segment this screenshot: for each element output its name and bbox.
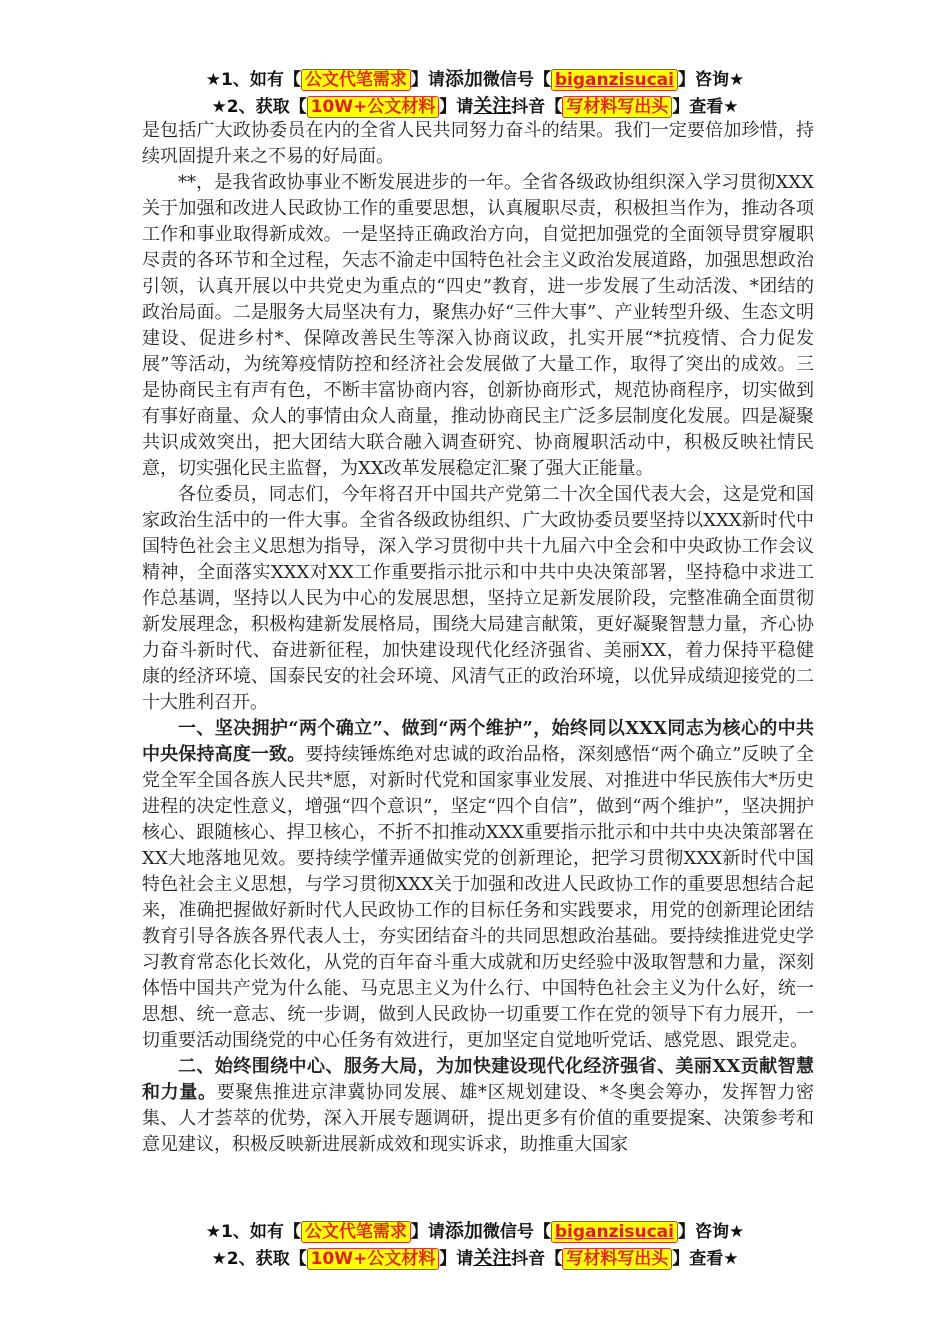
paragraph xyxy=(142,716,814,1054)
promo-text: 】查看★ xyxy=(672,97,739,117)
highlight-label: 公文代笔需求 xyxy=(301,69,411,91)
promo-text: 】请 xyxy=(439,1249,474,1269)
emphasis-text: 添加 xyxy=(444,68,483,90)
promo-text: 】查看★ xyxy=(672,1249,739,1269)
paragraph: **，是我省政协事业不断发展进步的一年。全省各级政协组织深入学习贯彻XXX关于加强和改进人民政协工作的重要思想，认真履职尽责，积极担当作为，推动各项工作和事业取得新成效。一是坚持正确政治方向，自觉把加强党的全面领导贯穿履职尽责的各环节和全过程，矢志不渝走中国特色社会主义政治发展道路，加强思想政治引领，认真开展以中共党史为重点的“四史”教育，进一步发展了生动活泼、*团结的政治局面。二是服务大局坚决有力，聚焦办好“三件大事”、产业转型升级、生态文明建设、促进乡村*、保障改善民生等深入协商议政，扎实开展“*抗疫情、合力促发展”等活动，为统筹疫情防控和经济社会发展做了大量工作，取得了突出的成效。三是协商民主有声有色，不断丰富协商内容，创新协商形式，规范协商程序，切实做到有事好商量、众人的事情由众人商量，推动协商民主广泛多层制度化发展。四是凝聚共识成效突出，把大团结大联合融入调查研究、协商履职活动中，积极反映社情民意，切实强化民主监督，为XX改革发展稳定汇聚了强大正能量。 xyxy=(142,172,814,479)
promo-text: ★1、如有【 xyxy=(205,70,301,90)
promo-text: 抖音【 xyxy=(511,1249,563,1269)
section-body: 要聚焦推进京津冀协同发展、雄*区规划建设、*冬奥会筹办，发挥智力密集、人才荟萃的优势，深入开展专题调研，提出更多有价值的重要提案、决策参考和意见建议，积极反映新进展新成效和现实诉求，助推重大国家 xyxy=(142,1082,815,1155)
promo-text: ★2、获取【 xyxy=(211,97,307,117)
paragraph xyxy=(142,1054,814,1158)
promo-line-1 xyxy=(0,66,950,93)
highlight-label: 公文代笔需求 xyxy=(301,1221,411,1243)
promo-text: 微信号【 xyxy=(482,1222,551,1242)
emphasis-text: 关注 xyxy=(473,1247,512,1269)
wechat-id-label: biganzisucai xyxy=(551,1221,678,1243)
section-heading-1: 一、坚决拥护“两个确立”、做到“两个维护”，始终同以XXX同志为核心的中共中央保持高度一致。 xyxy=(142,718,814,765)
section-heading-2: 二、始终围绕中心、服务大局，为加快建设现代化经济强省、美丽XX贡献智慧和力量。 xyxy=(142,1056,814,1103)
section-body: 要持续锤炼绝对忠诚的政治品格，深刻感悟“两个确立”反映了全党全军全国各族人民共*愿，对新时代党和国家事业发展、对推进中华民族伟大*历史进程的决定性意义，增强“四个意识”，坚定“四个自信”，做到“两个维护”，坚决拥护核心、跟随核心、捍卫核心，不折不扣推动XXX重要指示批示和中共中央决策部署在XX大地落地见效。要持续学懂弄通做实党的创新理论，把学习贯彻XXX新时代中国特色社会主义思想，与学习贯彻XXX关于加强和改进人民政协工作的重要思想结合起来，准确把握做好新时代人民政协工作的目标任务和实践要求，用党的创新理论团结教育引导各族各界代表人士，夯实团结奋斗的共同思想政治基础。要持续推进党史学习教育常态化长效化，从党的百年奋斗重大成就和历史经验中汲取智慧和力量，深刻体悟中国共产党为什么能、马克思主义为什么行、中国特色社会主义为什么好，统一思想、统一意志、统一步调，做到人民政协一切重要工作在党的领导下有力展开，一切重要活动围绕党的中心任务有效进行，更加坚定自觉地听党话、感党恩、跟党走。 xyxy=(142,744,815,1051)
wechat-id-label: biganzisucai xyxy=(551,69,678,91)
promo-text: 】咨询★ xyxy=(677,1222,745,1242)
promo-line-1 xyxy=(0,1218,950,1245)
promo-text: 】请 xyxy=(439,97,474,117)
highlight-label: 10W+公文材料 xyxy=(307,96,440,118)
promo-banner-top xyxy=(0,66,950,120)
emphasis-text: 添加 xyxy=(444,1220,483,1242)
highlight-label: 10W+公文材料 xyxy=(307,1248,440,1270)
promo-line-2 xyxy=(0,1245,950,1272)
emphasis-text: 关注 xyxy=(473,95,512,117)
promo-text: ★1、如有【 xyxy=(205,1222,301,1242)
paragraph: 各位委员，同志们，今年将召开中国共产党第二十次全国代表大会，这是党和国家政治生活中的一件大事。全省各级政协组织、广大政协委员要坚持以XXX新时代中国特色社会主义思想为指导，深入学习贯彻中共十九届六中全会和中央政协工作会议精神，全面落实XXX对XX工作重要指示批示和中共中央决策部署，坚持稳中求进工作总基调，坚持以人民为中心的发展思想，坚持立足新发展阶段，完整准确全面贯彻新发展理念，积极构建新发展格局，围绕大局建言献策，更好凝聚智慧力量，齐心协力奋斗新时代、奋进新征程，加快建设现代化经济强省、美丽XX，着力保持平稳健康的经济环境、国泰民安的社会环境、风清气正的政治环境，以优异成绩迎接党的二十大胜利召开。 xyxy=(142,484,814,713)
paragraph: 是包括广大政协委员在内的全省人民共同努力奋斗的结果。我们一定要倍加珍惜，持续巩固提升来之不易的好局面。 xyxy=(142,120,814,167)
document-body xyxy=(142,118,814,1158)
promo-text: 微信号【 xyxy=(482,70,551,90)
promo-text: 】请 xyxy=(410,1222,445,1242)
promo-text: 】咨询★ xyxy=(677,70,745,90)
promo-banner-bottom xyxy=(0,1218,950,1272)
promo-text: 】请 xyxy=(410,70,445,90)
promo-text: 抖音【 xyxy=(511,97,563,117)
promo-text: ★2、获取【 xyxy=(211,1249,307,1269)
douyin-account-label: 写材料写出头 xyxy=(562,96,672,118)
douyin-account-label: 写材料写出头 xyxy=(562,1248,672,1270)
promo-line-2 xyxy=(0,93,950,120)
